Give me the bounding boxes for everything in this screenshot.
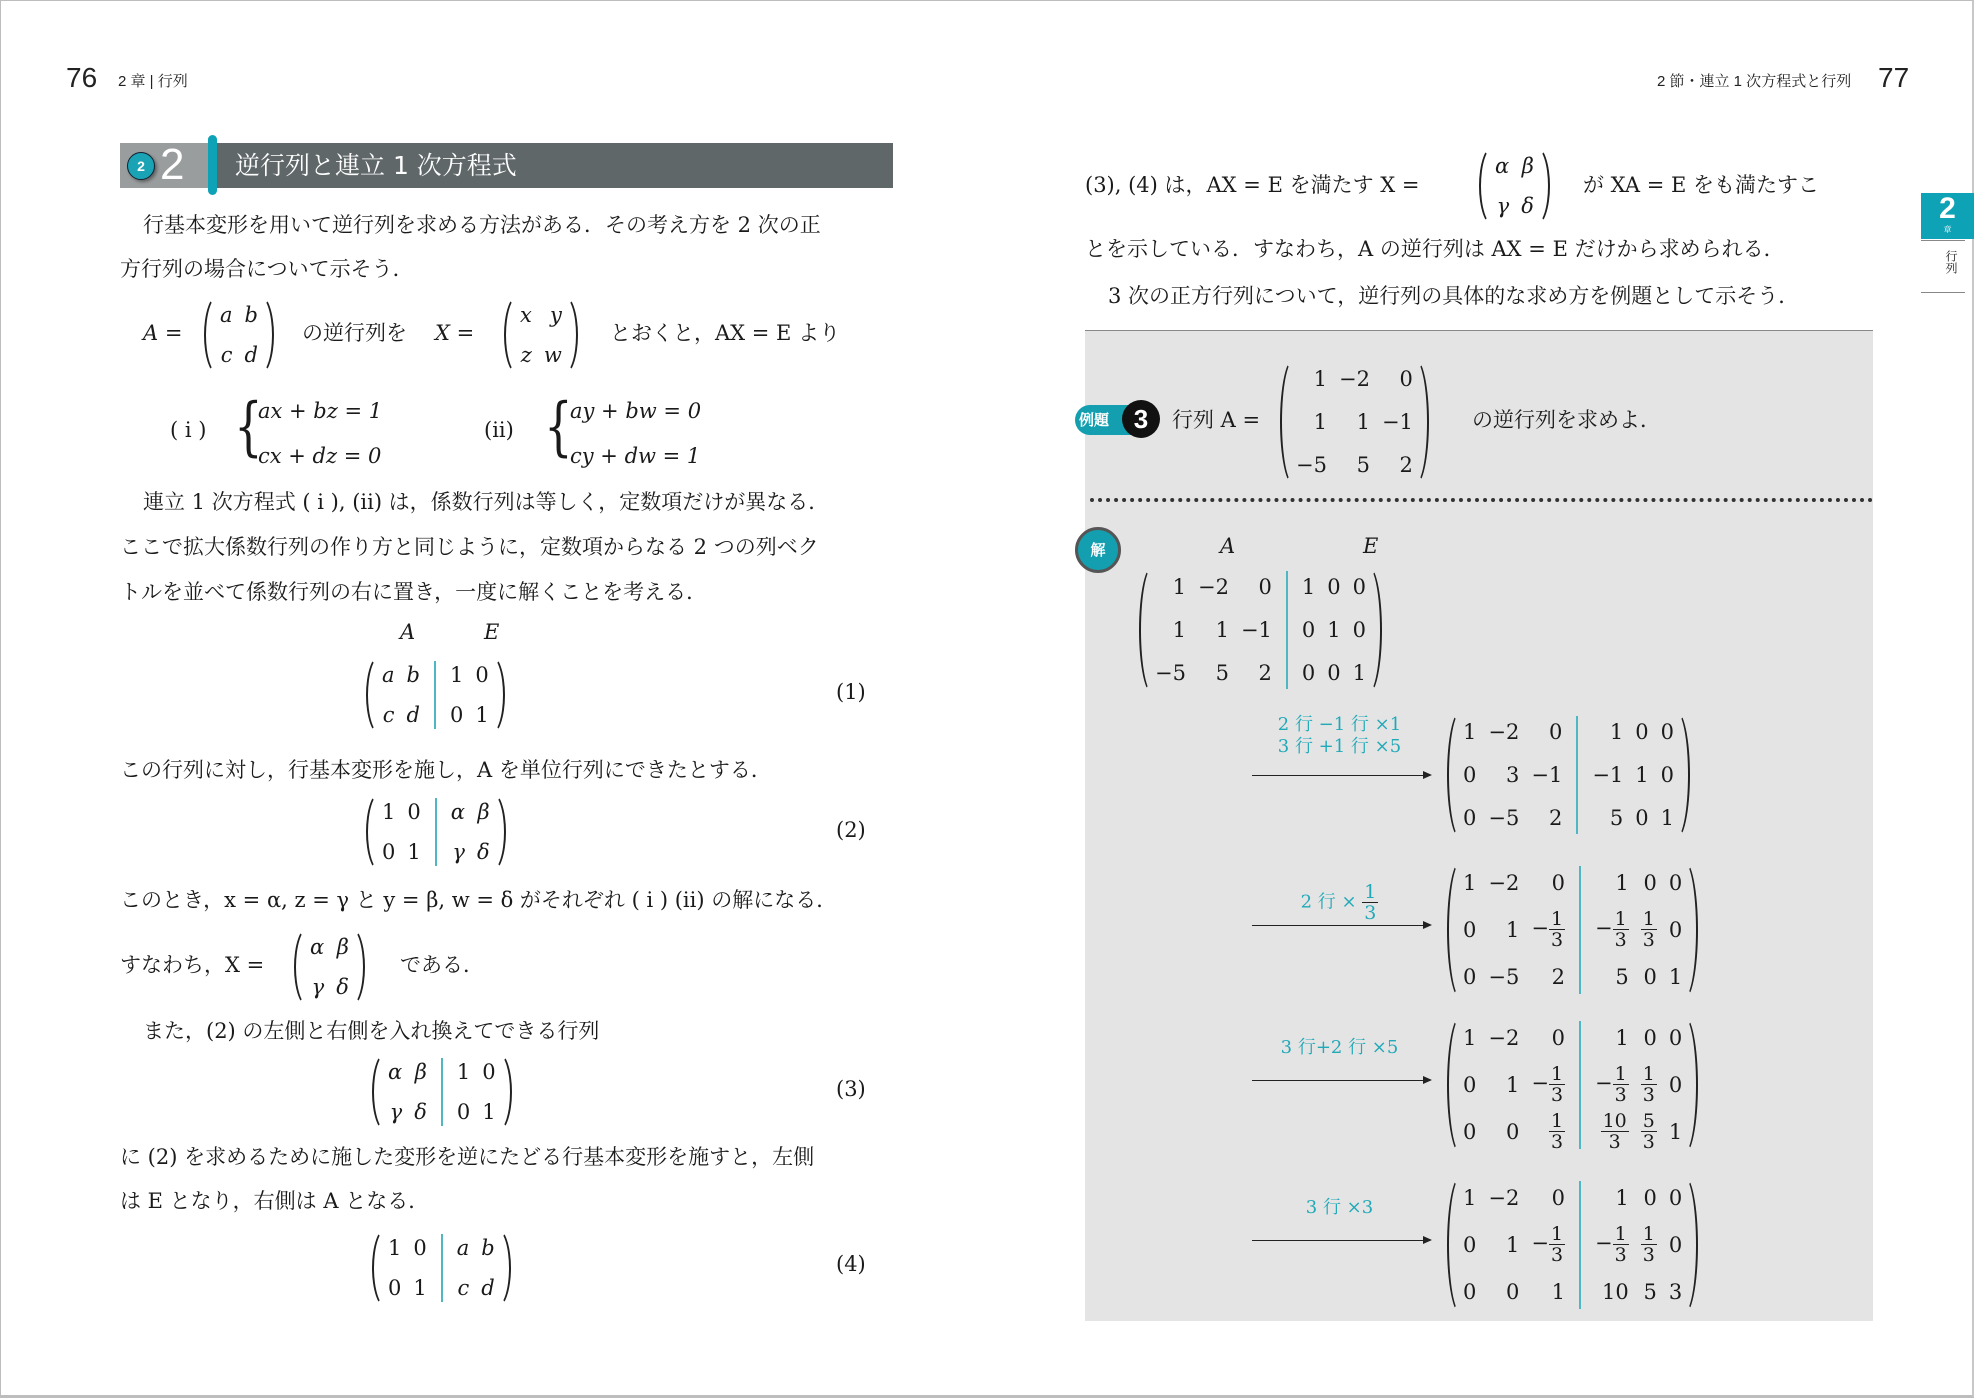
divider	[1921, 240, 1965, 241]
paragraph: トルを並べて係数行列の右に置き，一度に解くことを考える．	[120, 580, 708, 604]
matrix-cell: 0	[1327, 661, 1341, 686]
matrix-cell: 1	[413, 1276, 427, 1300]
matrix-cell: 5	[1215, 661, 1229, 686]
equation-number: (2)	[836, 818, 866, 842]
right-paren	[1688, 1015, 1702, 1155]
right-paren	[1688, 860, 1702, 1000]
matrix-cell: β	[414, 1060, 427, 1084]
brace-icon: {	[544, 390, 573, 464]
column-label: E	[484, 620, 500, 644]
matrix-grid	[1489, 146, 1540, 226]
example-text: の逆行列を求めよ．	[1472, 408, 1661, 432]
right-paren	[1688, 1175, 1702, 1315]
matrix-cell: 0	[1660, 762, 1675, 787]
matrix-cell: 1	[1463, 1026, 1477, 1051]
left-paren	[200, 295, 214, 375]
right-paren	[1419, 358, 1433, 486]
matrix-grid	[1457, 710, 1680, 840]
matrix-cell: 0	[1399, 367, 1413, 392]
text-inline: である．	[400, 953, 484, 977]
row-operation-label: 3 行 ×3	[1305, 1197, 1374, 1218]
solution-start-matrix	[1135, 565, 1386, 695]
paragraph: このとき，x = α, z = γ と y = β, w = δ がそれぞれ ( i ) (ii) の解になる．	[120, 888, 838, 912]
augmented-matrix-4	[368, 1228, 515, 1308]
matrix-cell: −2	[1338, 367, 1370, 392]
augment-separator	[1579, 866, 1581, 994]
left-paren	[362, 792, 376, 872]
text-inline: の逆行列を	[302, 321, 407, 345]
matrix-cell: −1	[1592, 762, 1624, 787]
matrix-cell: 1	[1215, 617, 1229, 642]
matrix-cell: 2	[1258, 661, 1272, 686]
paragraph: に (2) を求めるために施した変形を逆にたどる行基本変形を施すと，左側	[120, 1145, 815, 1169]
matrix-cell: 0	[1463, 762, 1477, 787]
system-label: ( i )	[170, 418, 207, 442]
matrix-cell: b	[406, 663, 420, 687]
matrix-cell: 0	[482, 1060, 496, 1084]
matrix-cell: 2	[1551, 964, 1566, 989]
matrix-X-2x2	[500, 295, 582, 375]
matrix-cell: γ	[1496, 194, 1510, 218]
matrix-cell: 5	[1643, 1279, 1657, 1304]
matrix-cell: β	[1521, 154, 1534, 178]
matrix-cell: 1	[1313, 367, 1327, 392]
arrow-right-icon	[1252, 1240, 1430, 1241]
brace-icon: {	[234, 390, 263, 464]
matrix-cell: γ	[389, 1100, 403, 1124]
matrix-cell: 0	[1505, 1119, 1520, 1144]
matrix-cell: $\frac{1}{3}$	[1642, 1223, 1655, 1267]
matrix-cell: $\frac{1}{3}$	[1642, 908, 1655, 952]
paragraph: は E となり，右側は A となる．	[120, 1189, 430, 1213]
equation-lhs: X =	[435, 321, 475, 345]
matrix-cell: 0	[1551, 1186, 1566, 1211]
matrix-cell: a	[220, 303, 233, 327]
matrix-cell: a	[456, 1236, 470, 1260]
matrix-cell: δ	[1521, 194, 1534, 218]
matrix-cell: b	[481, 1236, 495, 1260]
matrix-cell: 10	[1602, 1279, 1629, 1304]
matrix-cell: 0	[1668, 1072, 1683, 1097]
matrix-cell: 0	[413, 1236, 427, 1260]
matrix-cell: − $\frac{1}{3}$	[1595, 1223, 1627, 1267]
matrix-cell: 0	[456, 1100, 471, 1124]
left-paren	[290, 927, 304, 1007]
matrix-cell: y	[549, 303, 562, 327]
right-paren	[264, 295, 278, 375]
row-operation-label: 2 行 −1 行 ×1 3 行 +1 行 ×5	[1277, 714, 1402, 757]
matrix-cell: 0	[1352, 574, 1367, 599]
matrix-cell: 0	[1301, 617, 1316, 642]
matrix-cell: 1	[482, 1100, 496, 1124]
column-label: E	[1363, 534, 1379, 558]
system-label: (ii)	[484, 418, 514, 442]
matrix-cell: 0	[1660, 719, 1675, 744]
matrix-X-2x2	[1475, 146, 1554, 226]
column-label: A	[1220, 534, 1236, 558]
matrix-cell: α	[310, 935, 325, 959]
matrix-cell: δ	[336, 975, 349, 999]
matrix-cell: c	[457, 1276, 470, 1300]
matrix-cell: 0	[1548, 719, 1563, 744]
matrix-cell: d	[481, 1276, 495, 1300]
matrix-cell: −1	[1531, 762, 1563, 787]
matrix-cell: 5	[1609, 806, 1624, 831]
matrix-cell: 1	[456, 1060, 471, 1084]
matrix-cell: 1	[1463, 1186, 1477, 1211]
matrix-grid	[1290, 358, 1419, 486]
left-running-head: 2 章 | 行列	[118, 73, 188, 90]
right-paren	[568, 295, 582, 375]
matrix-cell: δ	[476, 840, 490, 864]
left-paren	[368, 1052, 382, 1132]
matrix-cell: 1	[1660, 806, 1675, 831]
matrix-cell: 0	[1352, 617, 1367, 642]
augment-separator	[434, 661, 436, 729]
matrix-cell: 1	[1505, 917, 1520, 942]
arrow-right-icon	[1252, 775, 1430, 776]
matrix-cell: 1	[1463, 719, 1477, 744]
matrix-cell: − $\frac{1}{3}$	[1531, 908, 1564, 952]
matrix-cell: 1	[1301, 574, 1316, 599]
matrix-cell: −2	[1488, 871, 1520, 896]
matrix-cell: 0	[1463, 1232, 1477, 1257]
matrix-cell: 1	[449, 663, 464, 687]
augmented-matrix-1	[362, 655, 509, 735]
paragraph: 3 次の正方行列について，逆行列の具体的な求め方を例題として示そう．	[1108, 284, 1800, 308]
matrix-grid	[514, 295, 568, 375]
system-eq: ay + bw = 0	[570, 399, 702, 423]
matrix-cell: −5	[1488, 964, 1520, 989]
chapter-tab-suffix: 章	[1943, 225, 1952, 234]
matrix-cell: c	[220, 343, 233, 367]
matrix-cell: α	[1495, 154, 1510, 178]
matrix-cell: 3	[1505, 762, 1520, 787]
augment-separator	[441, 1058, 443, 1126]
matrix-grid	[1457, 1015, 1688, 1155]
matrix-cell: 0	[1643, 871, 1657, 896]
matrix-grid	[214, 295, 264, 375]
matrix-cell: 1	[1615, 1186, 1629, 1211]
matrix-cell: 1	[1352, 661, 1367, 686]
section-accent-bar	[208, 135, 217, 195]
paragraph: また，(2) の左側と右側を入れ換えてできる行列	[143, 1019, 600, 1043]
augmented-matrix-step	[1443, 860, 1702, 1000]
matrix-cell: 2	[1399, 452, 1413, 477]
matrix-cell: 1	[1615, 1026, 1629, 1051]
matrix-cell: −2	[1488, 1026, 1520, 1051]
right-paren	[501, 1228, 515, 1308]
matrix-grid	[1457, 860, 1688, 1000]
matrix-cell: − $\frac{1}{3}$	[1531, 1063, 1564, 1107]
matrix-cell: 0	[1668, 1186, 1683, 1211]
matrix-grid	[1149, 565, 1372, 695]
augmented-matrix-step	[1443, 1015, 1702, 1155]
matrix-cell: 0	[1301, 661, 1316, 686]
matrix-cell: 5	[1615, 964, 1629, 989]
column-label: A	[400, 620, 416, 644]
matrix-cell: − $\frac{1}{3}$	[1595, 1063, 1627, 1107]
matrix-cell: 0	[407, 800, 421, 824]
matrix-cell: γ	[452, 840, 465, 864]
matrix-cell: 1	[407, 840, 421, 864]
system-eq: cy + dw = 1	[570, 444, 701, 468]
paragraph: ここで拡大係数行列の作り方と同じように，定数項からなる 2 つの列ベク	[120, 535, 819, 559]
matrix-cell: 1	[1609, 719, 1624, 744]
matrix-cell: −5	[1155, 661, 1186, 686]
matrix-cell: 0	[475, 663, 489, 687]
section-title: 逆行列と連立 1 次方程式	[235, 151, 517, 180]
matrix-cell: $\frac{5}{3}$	[1642, 1110, 1655, 1154]
row-operation-label: 2 行 × $\frac{1}{3}$	[1300, 881, 1377, 924]
matrix-grid	[376, 655, 495, 735]
left-page-number: 76	[66, 62, 98, 93]
augmented-matrix-3	[368, 1052, 516, 1132]
matrix-cell: 0	[1327, 574, 1341, 599]
matrix-cell: 0	[382, 840, 396, 864]
matrix-cell: 0	[1463, 917, 1477, 942]
example-matrix	[1276, 358, 1433, 486]
matrix-cell: a	[382, 663, 395, 687]
matrix-cell: −1	[1240, 617, 1272, 642]
chapter-tab-label: 行列	[1944, 250, 1958, 274]
matrix-cell: −2	[1488, 719, 1520, 744]
chapter-tab[interactable]	[1921, 193, 1974, 239]
matrix-grid	[376, 792, 496, 872]
matrix-cell: 1	[1551, 1279, 1566, 1304]
matrix-cell: 0	[1643, 1026, 1657, 1051]
matrix-cell: 0	[1551, 871, 1566, 896]
matrix-cell: −2	[1197, 574, 1229, 599]
matrix-cell: c	[382, 703, 395, 727]
matrix-cell: 0	[449, 703, 464, 727]
matrix-cell: −5	[1296, 452, 1327, 477]
section-big-number: 2	[160, 140, 185, 189]
paragraph: 方行列の場合について示そう．	[120, 257, 414, 281]
section-circle-icon: 2	[127, 152, 155, 180]
matrix-cell: 0	[1463, 964, 1477, 989]
matrix-cell: b	[244, 303, 258, 327]
divider	[1921, 292, 1965, 293]
augment-separator	[1579, 1181, 1581, 1309]
matrix-cell: 1	[1313, 409, 1327, 434]
matrix-cell: α	[388, 1060, 403, 1084]
augment-separator	[435, 798, 437, 866]
matrix-cell: 0	[1463, 806, 1477, 831]
matrix-cell: x	[520, 303, 532, 327]
matrix-cell: −1	[1381, 409, 1413, 434]
row-operation-label: 3 行+2 行 ×5	[1280, 1037, 1399, 1058]
matrix-cell: 1	[388, 1236, 402, 1260]
matrix-A-2x2	[200, 295, 278, 375]
matrix-cell: z	[520, 343, 532, 367]
augmented-matrix-2	[362, 792, 510, 872]
matrix-cell: 0	[1463, 1119, 1477, 1144]
left-paren	[1276, 358, 1290, 486]
matrix-cell: β	[477, 800, 490, 824]
matrix-cell: γ	[311, 975, 325, 999]
matrix-cell: 0	[1668, 871, 1683, 896]
right-paren	[502, 1052, 516, 1132]
augment-separator	[1286, 571, 1288, 689]
matrix-cell: 1	[1172, 617, 1186, 642]
right-paren	[495, 655, 509, 735]
left-paren	[500, 295, 514, 375]
matrix-X-solution	[290, 927, 369, 1007]
matrix-cell: 1	[1635, 762, 1649, 787]
matrix-cell: 0	[1635, 719, 1649, 744]
matrix-cell: 1	[1615, 871, 1629, 896]
right-page-number: 77	[1878, 62, 1910, 93]
text-inline: (3), (4) は，AX = E を満たす X =	[1085, 173, 1420, 197]
matrix-cell: 1	[1505, 1232, 1520, 1257]
paragraph: この行列に対し，行基本変形を施し，A を単位行列にできたとする．	[120, 758, 772, 782]
right-paren	[1540, 146, 1554, 226]
matrix-cell: $\frac{1}{3}$	[1642, 1063, 1655, 1107]
paragraph: 行基本変形を用いて逆行列を求める方法がある．その考え方を 2 次の正	[143, 213, 821, 237]
paragraph: とを示している．すなわち，A の逆行列は AX = E だけから求められる．	[1085, 237, 1785, 261]
matrix-cell: 0	[1643, 1186, 1657, 1211]
right-running-head: 2 節・連立 1 次方程式と行列	[1657, 73, 1852, 90]
matrix-cell: 0	[1551, 1026, 1566, 1051]
matrix-cell: 0	[1505, 1279, 1520, 1304]
right-paren	[496, 792, 510, 872]
matrix-cell: w	[543, 343, 562, 367]
matrix-cell: 1	[1327, 617, 1341, 642]
matrix-cell: 1	[1505, 1072, 1520, 1097]
matrix-cell: 0	[1258, 574, 1272, 599]
matrix-cell: 3	[1668, 1279, 1683, 1304]
matrix-cell: 0	[1643, 964, 1657, 989]
matrix-cell: 2	[1548, 806, 1563, 831]
right-paren	[355, 927, 369, 1007]
equation-lhs: A =	[143, 321, 183, 345]
matrix-cell: 1	[1356, 409, 1370, 434]
augmented-matrix-step	[1443, 1175, 1702, 1315]
matrix-grid	[382, 1228, 501, 1308]
matrix-cell: − $\frac{1}{3}$	[1531, 1223, 1564, 1267]
matrix-cell: d	[244, 343, 258, 367]
right-paren	[1372, 565, 1386, 695]
system-eq: cx + dz = 0	[258, 444, 382, 468]
matrix-cell: 1	[1172, 574, 1186, 599]
section-banner	[120, 140, 893, 189]
left-paren	[1443, 1175, 1457, 1315]
matrix-cell: −2	[1488, 1186, 1520, 1211]
left-paren	[368, 1228, 382, 1308]
matrix-cell: 0	[1635, 806, 1649, 831]
matrix-grid	[304, 927, 355, 1007]
system-eq: ax + bz = 1	[258, 399, 383, 423]
matrix-cell: $\frac{10}{3}$	[1602, 1110, 1627, 1154]
left-paren	[1443, 710, 1457, 840]
equation-number: (1)	[836, 680, 866, 704]
text-inline: が XA = E をも満たすこ	[1583, 173, 1819, 197]
matrix-grid	[382, 1052, 502, 1132]
augment-separator	[1576, 716, 1578, 834]
matrix-grid	[1457, 1175, 1688, 1315]
matrix-cell: α	[450, 800, 465, 824]
chapter-tab-number: 2	[1939, 192, 1956, 225]
matrix-cell: 0	[1668, 1026, 1683, 1051]
left-paren	[362, 655, 376, 735]
matrix-cell: 0	[1668, 917, 1683, 942]
matrix-cell: 1	[1668, 1119, 1683, 1144]
matrix-cell: − $\frac{1}{3}$	[1595, 908, 1627, 952]
arrow-right-icon	[1252, 925, 1430, 926]
dotted-divider	[1090, 498, 1873, 502]
arrow-right-icon	[1252, 1080, 1430, 1081]
left-paren	[1135, 565, 1149, 695]
right-paren	[1680, 710, 1694, 840]
equation-number: (3)	[836, 1077, 866, 1101]
matrix-cell: 0	[1668, 1232, 1683, 1257]
matrix-cell: 5	[1356, 452, 1370, 477]
matrix-cell: 0	[1463, 1072, 1477, 1097]
matrix-cell: 1	[382, 800, 396, 824]
matrix-cell: 1	[475, 703, 489, 727]
text-inline: すなわち，X =	[120, 953, 265, 977]
left-paren	[1443, 860, 1457, 1000]
left-paren	[1443, 1015, 1457, 1155]
augment-separator	[1579, 1021, 1581, 1149]
solution-badge: 解	[1075, 527, 1121, 573]
matrix-cell: β	[336, 935, 349, 959]
matrix-cell: $\frac{1}{3}$	[1550, 1110, 1564, 1154]
augmented-matrix-step	[1443, 710, 1694, 840]
left-paren	[1475, 146, 1489, 226]
equation-number: (4)	[836, 1252, 866, 1276]
matrix-cell: 0	[1463, 1279, 1477, 1304]
paragraph: 連立 1 次方程式 ( i ), (ii) は，係数行列は等しく，定数項だけが異なる．	[143, 490, 830, 514]
text-inline: とおくと，AX = E より	[610, 321, 841, 345]
augment-separator	[441, 1234, 443, 1302]
matrix-cell: −5	[1488, 806, 1520, 831]
example-number: 3	[1122, 400, 1160, 438]
example-text: 行列 A =	[1172, 408, 1261, 432]
matrix-cell: δ	[414, 1100, 427, 1124]
matrix-cell: d	[406, 703, 420, 727]
matrix-cell: 0	[388, 1276, 402, 1300]
matrix-cell: 1	[1463, 871, 1477, 896]
matrix-cell: 1	[1668, 964, 1683, 989]
example-badge: 例題	[1075, 405, 1145, 435]
